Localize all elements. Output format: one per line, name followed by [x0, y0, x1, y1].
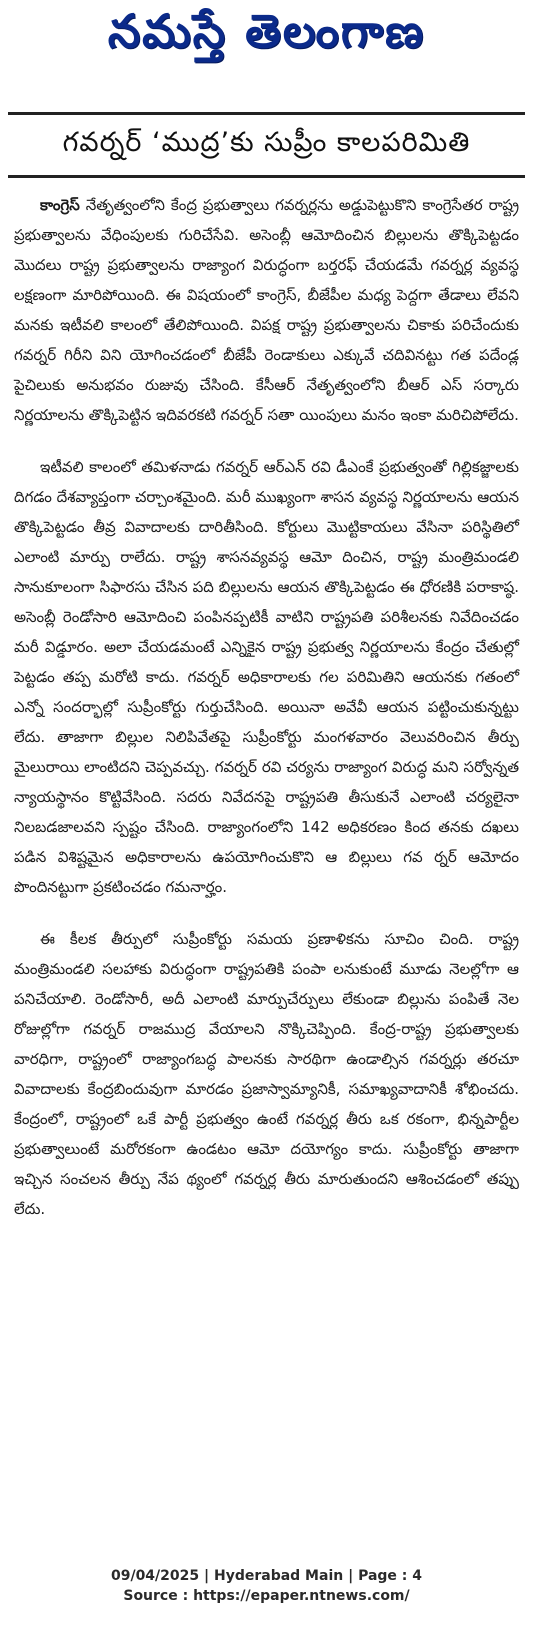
paragraph-1-text: నేతృత్వంలోని కేంద్ర ప్రభుత్వాలు గవర్నర్లను అడ్డుపెట్టుకొని కాంగ్రెసేతర రాష్ట్ర ప్రభుత్వాలను వేధింపులకు గురిచేసేవి. అసెంబ్లీ ఆమోదించిన బిల్లులను తొక్కిపెట్టడం మొదలు రాష్ట్ర ప్రభుత్వాలను రాజ్యాంగ విరుద్ధంగా బర్తరఫ్ చేయడమే గవర్నర్ల వ్యవస్థ లక్షణంగా మారిపోయింది. ఈ విషయంలో కాంగ్రెస్, బీజేపీల మధ్య పెద్దగా తేడాలు లేవని మనకు ఇటీవలి కాలంలో తేలిపోయింది. విపక్ష రాష్ట్ర ప్రభుత్వాలను చికాకు పరిచేందుకు గవర్నర్ గిరీని విని యోగించడంలో బీజేపీ రెండాకులు ఎక్కువే చదివినట్టు గత పదేండ్ల పైచిలుకు అనుభవం రుజువు చేసింది. కేసీఆర్ నేతృత్వంలోని బీఆర్ ఎస్ సర్కారు నిర్ణయాలను తొక్కిపెట్టిన ఇదివరకటి గవర్నర్ సతా యింపులు మనం ఇంకా మరిచిపోలేదు. — [14, 196, 519, 424]
footer-dateline: 09/04/2025 | Hyderabad Main | Page : 4 — [110, 1568, 423, 1584]
paragraph-2: ఇటీవలి కాలంలో తమిళనాడు గవర్నర్ ఆర్ఎన్ రవి డీఎంకే ప్రభుత్వంతో గిల్లికజ్జాలకు దిగడం దేశవ్యాప్తంగా చర్చాంశమైంది. మరీ ముఖ్యంగా శాసన వ్యవస్థ నిర్ణయాలను ఆయన తొక్కిపెట్టడం తీవ్ర వివాదాలకు దారితీసింది. కోర్టులు మొట్టికాయలు వేసినా పరిస్థితిలో ఎలాంటి మార్పు రాలేదు. రాష్ట్ర శాసనవ్యవస్థ ఆమో దించిన, రాష్ట్ర మంత్రిమండలి సానుకూలంగా సిఫారసు చేసిన పది బిల్లులను ఆయన తొక్కిపెట్టడం ఈ ధోరణికి పరాకాష్ఠ. అసెంబ్లీ రెండోసారి ఆమోదించి పంపినప్పటికీ వాటిని రాష్ట్రపతి పరిశీలనకు నివేదించడం మరీ విడ్డూరం. అలా చేయడమంటే ఎన్నికైన రాష్ట్ర ప్రభుత్వ నిర్ణయాలను కేంద్రం చేతుల్లో పెట్టడం తప్ప మరోటి కాదు. గవర్నర్ అధికారాలకు గల పరిమితిని ఆయనకు గతంలో ఎన్నో సందర్భాల్లో సుప్రీంకోర్టు గుర్తుచేసింది. అయినా అవేవీ ఆయన పట్టించుకున్నట్టు లేదు. తాజాగా బిల్లుల నిలిపివేతపై సుప్రీంకోర్టు మంగళవారం వెలువరించిన తీర్పు మైలురాయి లాంటిదని చెప్పవచ్చు. గవర్నర్ రవి చర్యను రాజ్యాంగ విరుద్ధ మని సర్వోన్నత న్యాయస్థానం కొట్టివేసింది. సదరు నివేదనపై రాష్ట్రపతి తీసుకునే ఎలాంటి చర్యలైనా నిలబడజాలవని స్పష్టం చేసింది. రాజ్యాంగంలోని 142 అధికరణం కింద తనకు దఖలు పడిన విశిష్టమైన అధికారాలను ఉపయోగించుకొని ఆ బిల్లులు గవ ర్నర్ ఆమోదం పొందినట్టుగా ప్రకటించడం గమనార్హం. — [14, 458, 519, 896]
paragraph-3: ఈ కీలక తీర్పులో సుప్రీంకోర్టు సమయ ప్రణాళికను సూచిం చింది. రాష్ట్ర మంత్రిమండలి సలహాకు విరుద్ధంగా రాష్ట్రపతికి పంపా లనుకుంటే మూడు నెలల్లోగా ఆ పనిచేయాలి. రెండోసారీ, అదీ ఎలాంటి మార్పుచేర్పులు లేకుండా బిల్లును పంపితే నెల రోజుల్లోగా గవర్నర్ రాజముద్ర వేయాలని నొక్కిచెప్పింది. కేంద్ర-రాష్ట్ర ప్రభుత్వాలకు వారధిగా, రాష్ట్రంలో రాజ్యాంగబద్ధ పాలనకు సారథిగా ఉండాల్సిన గవర్నర్లు తరచూ వివాదాలకు కేంద్రబిందువుగా మారడం ప్రజాస్వామ్యానికీ, సమాఖ్యవాదానికీ శోభించదు. కేంద్రంలో, రాష్ట్రంలో ఒకే పార్టీ ప్రభుత్వం ఉంటే గవర్నర్ల తీరు ఒక రకంగా, భిన్నపార్టీల ప్రభుత్వాలుంటే మరోరకంగా ఉండటం ఆమో దయోగ్యం కాదు. సుప్రీంకోర్టు తాజాగా ఇచ్చిన సంచలన తీర్పు నేప థ్యంలో గవర్నర్ల తీరు మారుతుందని ఆశించడంలో తప్పు లేదు. — [14, 930, 519, 1218]
footer — [0, 1566, 533, 1606]
masthead-title: నమస్తే తెలంగాణ — [107, 4, 426, 58]
headline-rule — [8, 175, 525, 178]
lead-word: కాంగ్రెస్ — [40, 196, 80, 214]
masthead — [10, 4, 523, 70]
article-body — [14, 190, 519, 1224]
paragraph-1 — [14, 190, 519, 430]
masthead-rule — [8, 112, 525, 115]
headline: గవర్నర్ ‘ముద్ర’కు సుప్రీం కాలపరిమితి — [62, 127, 471, 158]
footer-source: Source : https://epaper.ntnews.com/ — [123, 1588, 410, 1604]
